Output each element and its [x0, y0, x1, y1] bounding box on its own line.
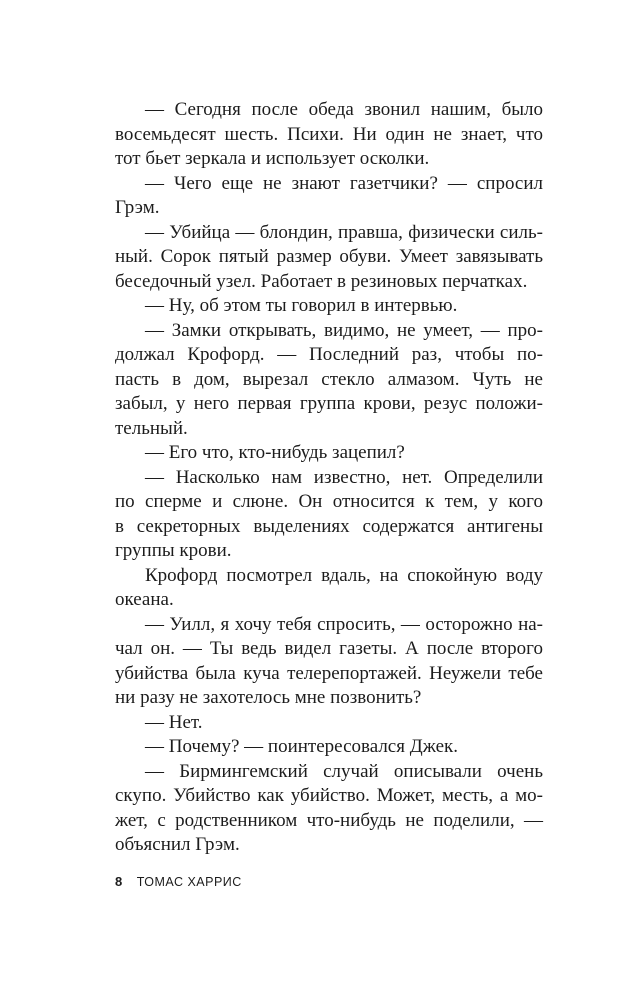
body-text [115, 98, 543, 858]
text-line: по сперме и слюне. Он относится к тем, у кого [115, 491, 543, 512]
text-line: ни разу не захотелось мне позвонить? [115, 687, 422, 708]
paragraph [115, 613, 543, 711]
paragraph [115, 711, 543, 736]
text-line: чал он. — Ты ведь видел газеты. А после второго [115, 638, 543, 659]
paragraph [115, 221, 543, 295]
text-line: — Ну, об этом ты говорил в интервью. [145, 295, 458, 316]
text-line: — Его что, кто-нибудь зацепил? [145, 442, 405, 463]
running-head-author: ТОМАС ХАРРИС [136, 875, 242, 889]
paragraph [115, 760, 543, 858]
paragraph [115, 319, 543, 442]
text-line: — Насколько нам известно, нет. Определили [145, 466, 543, 488]
text-line: — Убийца — блондин, правша, физически силь- [145, 221, 543, 243]
text-line: объяснил Грэм. [115, 834, 240, 855]
paragraph [115, 441, 543, 466]
text-line: — Чего еще не знают газетчики? — спросил [145, 172, 543, 194]
text-line: убийства была куча телерепортажей. Неужели тебе [115, 662, 543, 684]
paragraph [115, 466, 543, 564]
text-line: — Сегодня после обеда звонил нашим, было [145, 99, 543, 120]
page-number: 8 [115, 874, 123, 889]
text-line: ный. Сорок пятый размер обуви. Умеет завязывать [115, 246, 543, 267]
paragraph [115, 735, 543, 760]
text-line: жет, с родственником что-нибудь не поделили, — [115, 809, 543, 831]
text-line: скупо. Убийство как убийство. Может, месть, а мо- [115, 785, 543, 806]
text-line: в секреторных выделениях содержатся антигены [115, 515, 543, 537]
text-line: — Замки открывать, видимо, не умеет, — про- [145, 319, 543, 341]
text-line: восемьдесят шесть. Психи. Ни один не знает, что [115, 123, 543, 145]
text-line: — Бирмингемский случай описывали очень [145, 760, 543, 782]
page-footer [115, 873, 242, 891]
text-line: Крофорд посмотрел вдаль, на спокойную воду [145, 564, 543, 586]
text-line: беседочный узел. Работает в резиновых перчатках. [115, 270, 528, 292]
paragraph [115, 172, 543, 221]
text-line: должал Крофорд. — Последний раз, чтобы по- [115, 344, 543, 365]
paragraph [115, 98, 543, 172]
paragraph [115, 294, 543, 319]
paragraph [115, 564, 543, 613]
text-line: Грэм. [115, 197, 160, 218]
text-line: — Уилл, я хочу тебя спросить, — осторожно на- [145, 613, 543, 635]
text-line: тот бьет зеркала и использует осколки. [115, 148, 430, 169]
text-line: забыл, у него первая группа крови, резус положи- [115, 393, 543, 414]
text-line: — Нет. [145, 711, 203, 733]
text-line: океана. [115, 589, 174, 610]
text-line: — Почему? — поинтересовался Джек. [145, 736, 458, 757]
text-line: тельный. [115, 417, 188, 439]
text-line: группы крови. [115, 540, 232, 561]
text-line: пасть в дом, вырезал стекло алмазом. Чуть не [115, 368, 543, 390]
